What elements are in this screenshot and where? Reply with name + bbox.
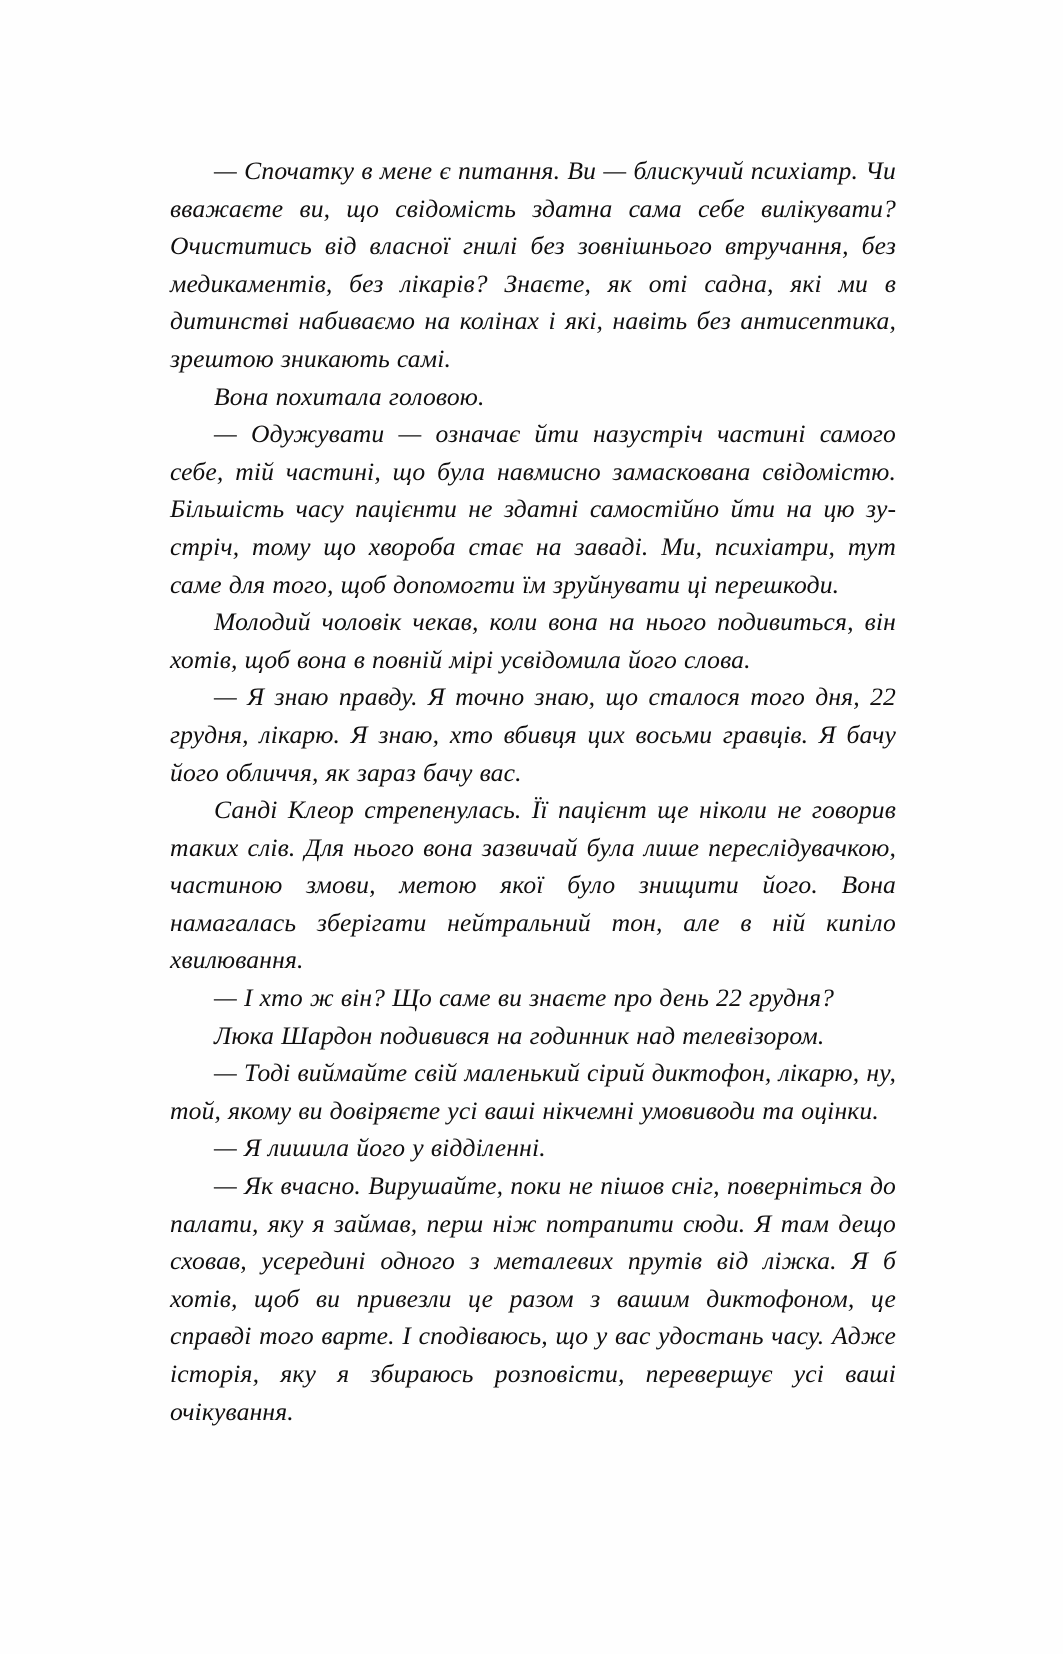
paragraph: — Як вчасно. Вирушайте, поки не пішов сніг, поверніться до палати, яку я займав, перш ніж потрапити сюди. Я там дещо сховав, усередині одного з металевих прутів від ліжка. Я б хотів, щоб ви привезли це разом з вашим диктофоном, це справді того варте. І сподіваюсь, що у вас удостань часу. Адже історія, яку я збираюсь розповісти, перевершує усі ваші очікування. bbox=[170, 1171, 896, 1426]
paragraph: — І хто ж він? Що саме ви знаєте про день 22 грудня? bbox=[214, 983, 835, 1013]
paragraph: — Я знаю правду. Я точно знаю, що сталося того дня, 22 грудня, лікарю. Я знаю, хто вбивця цих восьми гравців. Я бачу його обличчя, як зараз бачу вас. bbox=[170, 682, 896, 787]
page-text-block bbox=[170, 152, 896, 1430]
paragraph: Люка Шардон подивився на годинник над телевізором. bbox=[214, 1020, 825, 1050]
paragraph: — Тоді виймайте свій маленький сірий диктофон, лікарю, ну, той, якому ви довіряєте усі ваші нікчемні умовиводи та оцінки. bbox=[170, 1058, 896, 1125]
paragraph: Вона похитала головою. bbox=[214, 381, 485, 411]
paragraph: — Я лишила його у відділенні. bbox=[214, 1133, 546, 1163]
paragraph: — Одужувати — означає йти назустріч частині самого себе, тій частині, що була навмисно замаскована свідомістю. Більшість часу пацієнти не здатні самостійно йти на цю зустріч, тому що хвороба стає на заваді. Ми, психіатри, тут саме для того, щоб допомогти їм зруйнувати ці перешкоди. bbox=[170, 419, 896, 599]
paragraph: Санді Клеор стрепенулась. Її пацієнт ще ніколи не говорив таких слів. Для нього вона зазвичай була лише переслідувачкою, частиною змови, метою якої було знищити його. Вона намагалась зберігати нейтральний тон, але в ній кипіло хвилювання. bbox=[170, 795, 896, 975]
paragraph: — Спочатку в мене є питання. Ви — блискучий психіатр. Чи вважаєте ви, що свідомість здатна сама себе вилікувати? Очиститись від власної гнилі без зовнішнього втручання, без медикаментів, без лікарів? Знаєте, як оті садна, які ми в дитинстві набиваємо на колінах і які, навіть без антисептика, зрештою зникають самі. bbox=[170, 156, 896, 373]
paragraph: Молодий чоловік чекав, коли вона на нього подивиться, він хотів, щоб вона в повній мірі усвідомила його слова. bbox=[170, 607, 896, 674]
